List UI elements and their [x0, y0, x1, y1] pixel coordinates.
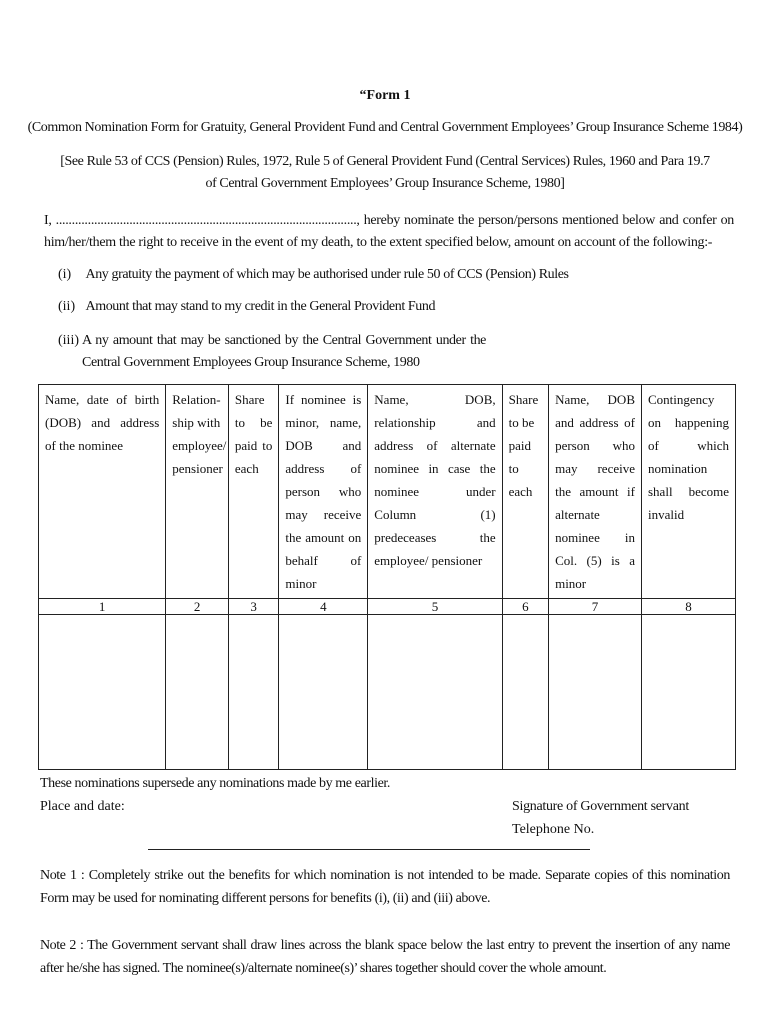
nomination-table: [38, 384, 736, 770]
form-subtitle: (Common Nomination Form for Gratuity, General Provident Fund and Central Government Employees’ Group Insurance Scheme 1984): [27, 120, 743, 135]
header-alternate-nominee: Name, DOB, relationship and address of alternate nominee in case the nominee under Column (1) predeceases the employee/ pensioner: [368, 385, 502, 599]
divider-line: [148, 849, 590, 850]
benefit-item-1: (i) Any gratuity the payment of which may be authorised under rule 50 of CCS (Pension) Rules: [58, 267, 569, 282]
column-number-5: 5: [368, 599, 502, 615]
supersede-statement: These nominations supersede any nominations made by me earlier.: [40, 776, 390, 791]
header-alternate-minor-guardian: Name, DOB and address of person who may receive the amount if alternate nominee in Col. (5) is a minor: [549, 385, 642, 599]
column-number-4: 4: [279, 599, 368, 615]
entry-cell-share[interactable]: [228, 615, 279, 770]
telephone-label: Telephone No.: [512, 822, 595, 837]
note-2: Note 2 : The Government servant shall draw lines across the blank space below the last entry to prevent the insertion of any name after he/she has signed. The nominee(s)/alternate nominee(s)’ shares together should cover the whole amount.: [40, 938, 730, 976]
signature-label: Signature of Government servant: [512, 799, 689, 814]
form-title: “Form 1: [359, 88, 411, 103]
header-contingency: Contingency on happening of which nomination shall become invalid: [642, 385, 736, 599]
entry-cell-alternate-nominee[interactable]: [368, 615, 502, 770]
header-share: Share to be paid to each: [228, 385, 279, 599]
entry-cell-relationship[interactable]: [166, 615, 229, 770]
benefit-item-2: (ii) Amount that may stand to my credit in the General Provident Fund: [58, 299, 436, 314]
benefit-item-3: (iii) A ny amount that may be sanctioned by the Central Government under the Central Government Employees Group Insurance Scheme, 1980: [58, 333, 486, 370]
column-number-2: 2: [166, 599, 229, 615]
column-number-7: 7: [549, 599, 642, 615]
entry-cell-alternate-minor-guardian[interactable]: [549, 615, 642, 770]
column-number-6: 6: [502, 599, 548, 615]
column-number-3: 3: [228, 599, 279, 615]
header-minor-guardian: If nominee is minor, name, DOB and address of person who may receive the amount on behalf of minor: [279, 385, 368, 599]
header-relationship: Relation-ship with employee/ pensioner: [166, 385, 229, 599]
entry-cell-nominee[interactable]: [39, 615, 166, 770]
column-number-8: 8: [642, 599, 736, 615]
entry-cell-minor-guardian[interactable]: [279, 615, 368, 770]
form-rules: [See Rule 53 of CCS (Pension) Rules, 1972, Rule 5 of General Provident Fund (Central Services) Rules, 1960 and Para 19.7 of Central Government Employees’ Group Insurance Scheme, 1980]: [60, 154, 710, 191]
place-date-label: Place and date:: [40, 799, 125, 814]
entry-cell-contingency[interactable]: [642, 615, 736, 770]
note-1: Note 1 : Completely strike out the benefits for which nomination is not intended to be made. Separate copies of this nomination Form may be used for nominating different persons for benefits (i), (ii) and (iii) above.: [40, 868, 730, 906]
header-nominee: Name, date of birth (DOB) and address of the nominee: [39, 385, 166, 599]
entry-cell-alternate-share[interactable]: [502, 615, 548, 770]
column-number-1: 1: [39, 599, 166, 615]
declaration: I, .............................................................................................., hereby nominate the person/persons mentioned below and confer on him/her/them the right to receive in the event of my death, to the extent specified below, amount on account of the following:-: [44, 213, 734, 250]
header-alternate-share: Share to be paid to each: [502, 385, 548, 599]
